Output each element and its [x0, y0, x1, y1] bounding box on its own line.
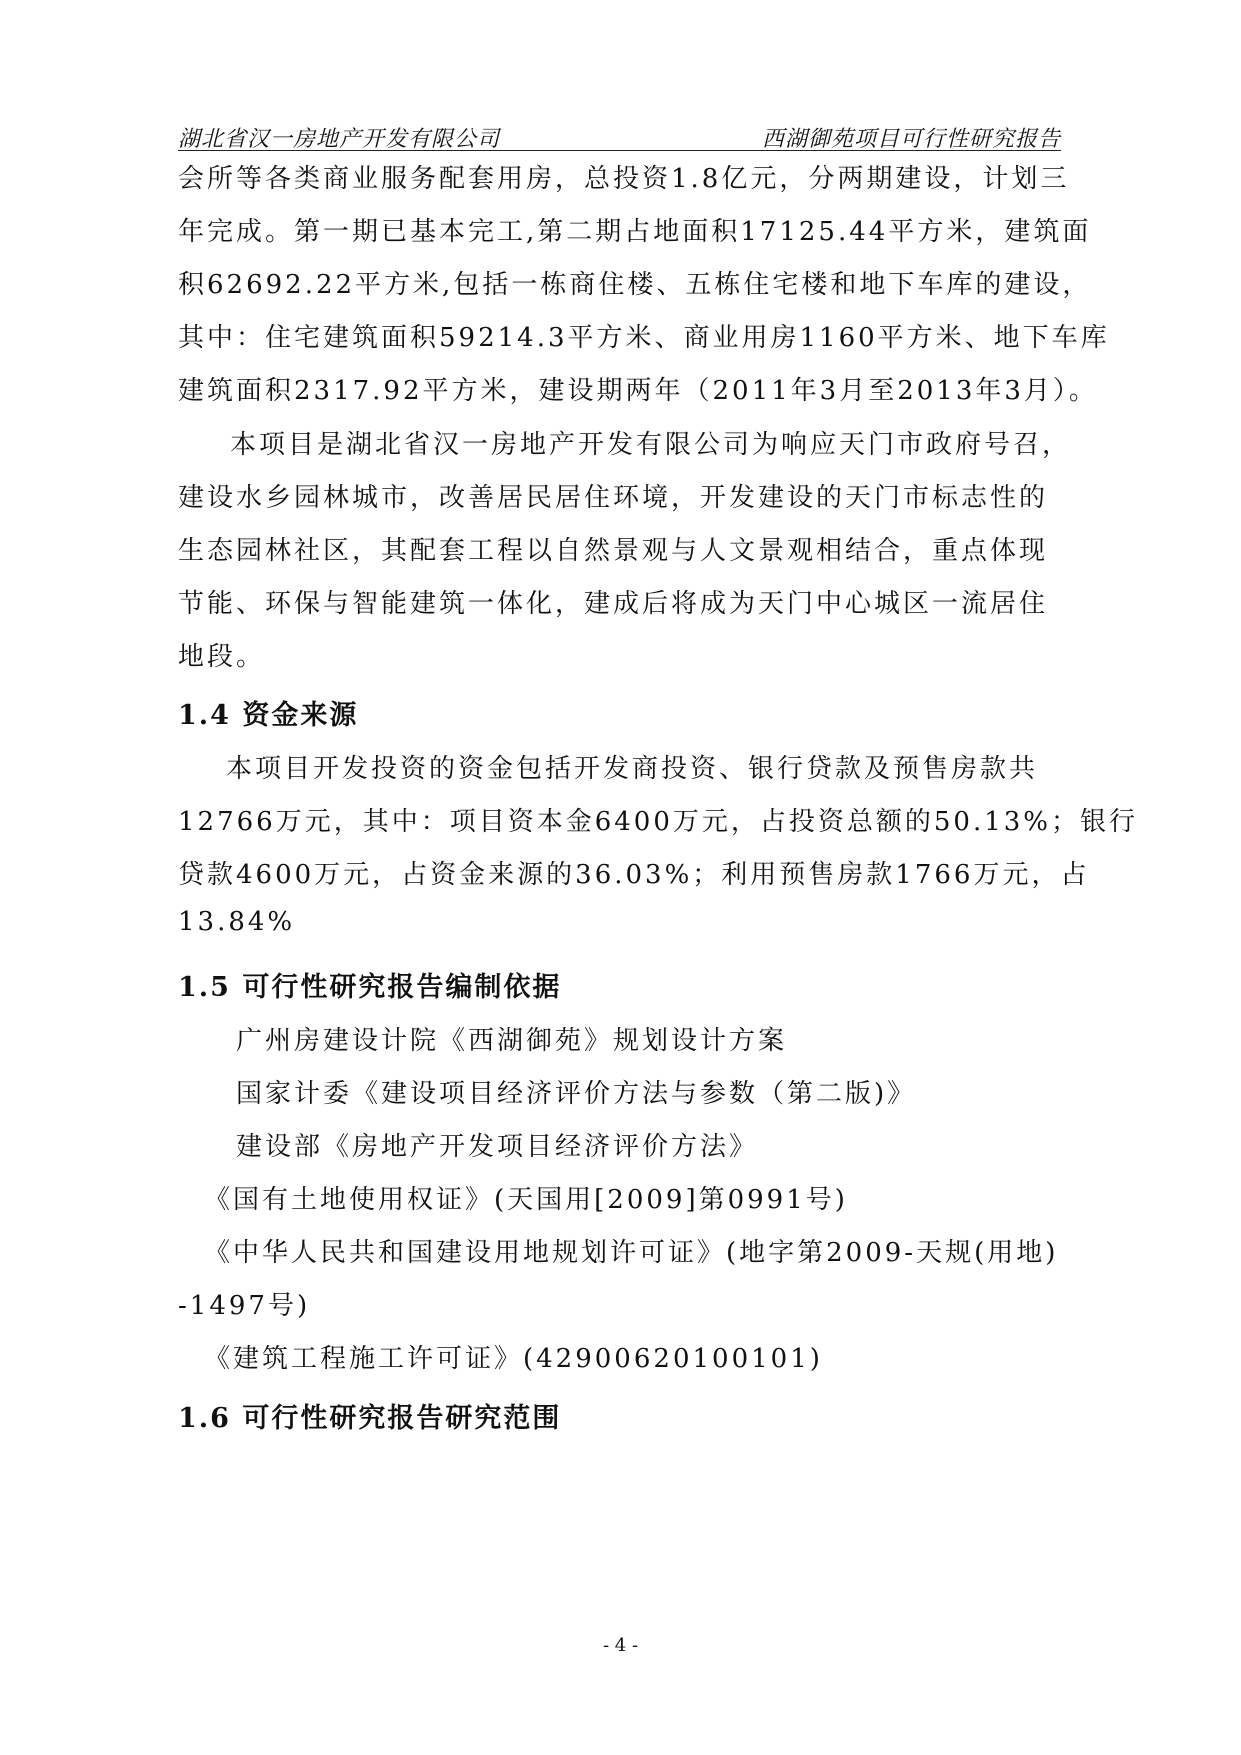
- reference-item: 国家计委《建设项目经济评价方法与参数（第二版)》: [236, 1079, 917, 1109]
- section-1-4-line: 13.84%: [178, 907, 296, 937]
- page-number: - 4 -: [602, 1635, 639, 1656]
- paragraph2-line: 生态园林社区，其配套工程以自然景观与人文景观相结合，重点体现: [178, 536, 1049, 566]
- paragraph1-line: 建筑面积2317.92平方米，建设期两年（2011年3月至2013年3月）。: [178, 376, 1098, 406]
- reference-item: 建设部《房地产开发项目经济评价方法》: [236, 1132, 759, 1162]
- paragraph1-line: 年完成。第一期已基本完工,第二期占地面积17125.44平方米，建筑面: [178, 217, 1092, 247]
- paragraph1-line: 积62692.22平方米,包括一栋商住楼、五栋住宅楼和地下车库的建设，: [178, 270, 1092, 300]
- reference-item: 《中华人民共和国建设用地规划许可证》(地字第2009-天规(用地): [204, 1238, 1059, 1268]
- page-header: [178, 116, 1061, 151]
- header-report-title: 西湖御苑项目可行性研究报告: [761, 127, 1061, 152]
- paragraph2-line: 建设水乡园林城市，改善居民居住环境，开发建设的天门市标志性的: [178, 483, 1049, 513]
- paragraph2-line: 本项目是湖北省汉一房地产开发有限公司为响应天门市政府号召，: [230, 430, 1072, 460]
- paragraph2-line: 节能、环保与智能建筑一体化，建成后将成为天门中心城区一流居住: [178, 589, 1049, 619]
- section-heading-1-6: 1.6 可行性研究报告研究范围: [178, 1403, 562, 1434]
- paragraph1-line: 其中：住宅建筑面积59214.3平方米、商业用房1160平方米、地下车库: [178, 323, 1110, 353]
- paragraph1-line: 会所等各类商业服务配套用房，总投资1.8亿元，分两期建设，计划三: [178, 164, 1070, 194]
- section-heading-1-5: 1.5 可行性研究报告编制依据: [178, 972, 562, 1003]
- section-1-4-line: 12766万元，其中：项目资本金6400万元，占投资总额的50.13%；银行: [178, 807, 1139, 837]
- reference-item: 《国有土地使用权证》(天国用[2009]第0991号): [204, 1185, 848, 1215]
- reference-item: 《建筑工程施工许可证》(42900620100101): [204, 1344, 823, 1374]
- section-1-4-line: 本项目开发投资的资金包括开发商投资、银行贷款及预售房款共: [226, 754, 1039, 784]
- header-company: 湖北省汉一房地产开发有限公司: [178, 127, 501, 152]
- reference-item-continuation: -1497号): [178, 1291, 311, 1321]
- section-heading-1-4: 1.4 资金来源: [178, 700, 359, 731]
- reference-item: 广州房建设计院《西湖御苑》规划设计方案: [236, 1026, 788, 1056]
- paragraph2-line: 地段。: [178, 642, 266, 672]
- section-1-4-line: 贷款4600万元，占资金来源的36.03%；利用预售房款1766万元，占: [178, 860, 1090, 890]
